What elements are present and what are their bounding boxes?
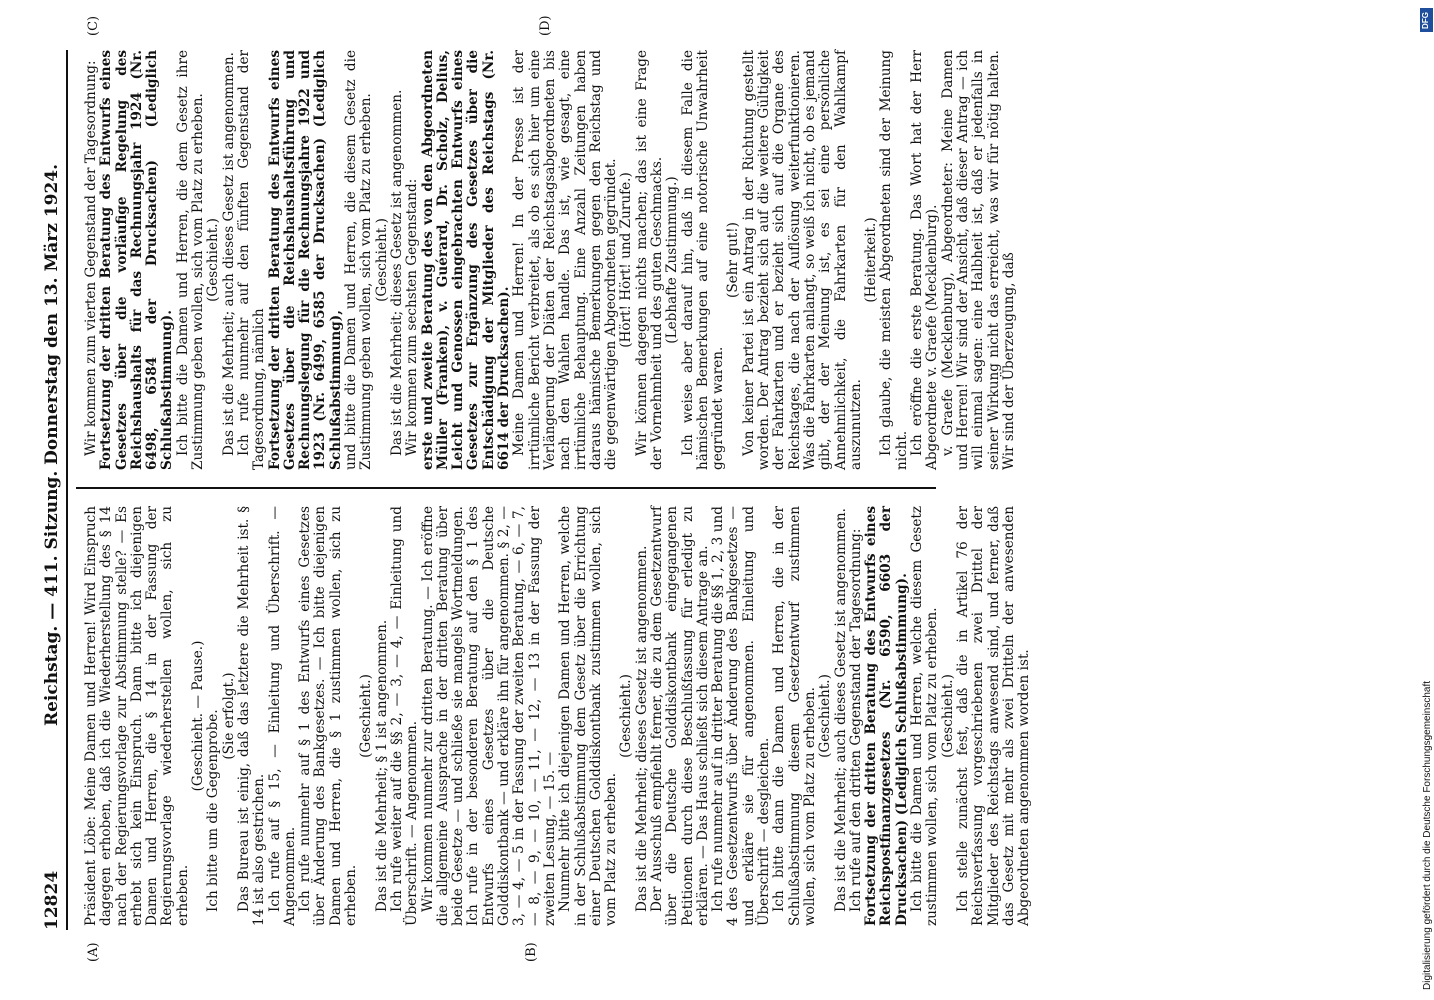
paragraph: Ich stelle zunächst fest, daß die in Artikel 76 der Reichsverfassung vorgeschriebenen zwei Drittel der Mitglieder des Reichstags anwesend sind, und ferner, daß das Gesetz mit mehr als zwei Dritteln der anwesenden Abgeordneten angenommen worden ist. xyxy=(954,506,1033,926)
dfg-logo-text: DFG xyxy=(1420,12,1430,29)
digitization-footer xyxy=(1422,0,1434,1000)
paragraph: Ich rufe auf § 15, — Einleitung und Überschrift. — Angenommen. xyxy=(266,506,298,926)
paragraph: (Sie erfolgt.) xyxy=(220,672,237,760)
paragraph: Präsident Löbe: Meine Damen und Herren! Wird Einspruch dagegen erhoben, daß ich die Wiederherstellung des § 14 nach der Regierungsvorlage zur Abstimmung stelle? — Es erhebt sich kein Einspruch. Dann bitte ich diejenigen Damen und Herren, die § 14 in der Fassung der Regierungsvorlage wiederherstellen wollen, sich zu erheben. xyxy=(83,506,191,926)
margin-mark-d: (D) xyxy=(538,15,553,36)
paragraph: (Lebhafte Zustimmung.) xyxy=(664,176,681,344)
paragraph: v. Graefe (Mecklenburg), Abgeordneter: Meine Damen und Herren! Wir sind der Ansicht, daß dieser Antrag — ich will einmal sagen: eine Halbheit ist, daß er jedenfalls in seiner Wirkung nicht das erreicht, was wir für nötig halten. Wir sind der Überzeugung, daß xyxy=(939,50,1017,470)
digitization-note: Digitalisierung gefördert durch die Deutsche Forschungsgemeinschaft xyxy=(1422,680,1433,990)
paragraph: Das ist die Mehrheit; auch dieses Gesetz ist angenommen. xyxy=(832,508,849,912)
paragraph: (Geschieht.) xyxy=(358,674,375,758)
paragraph: (Sehr gut!) xyxy=(725,222,742,298)
margin-mark-a: (A) xyxy=(86,942,101,962)
paragraph: Ich rufe nunmehr auf § 1 des Entwurfs eines Gesetzes über Änderung des Bankgesetzes. — Ich bitte diejenigen Damen und Herren, die § 1 zustimmen wollen, sich zu erheben. xyxy=(297,506,360,926)
paragraph: Nunmehr bitte ich diejenigen Damen und Herren, welche in der Schlußabstimmung dem Gesetz über die Errichtung einer Deutschen Golddiskontbank zustimmen wollen, sich vom Platz zu erheben. xyxy=(557,506,620,926)
running-title: Reichstag. — 411. Sitzung. Donnerstag den 13. März 1924. xyxy=(42,163,62,727)
agenda-item-heading: erste und zweite Beratung des von den Abgeordneten Müller (Franken), v. Guérard, Dr. Scholz, Delius, Leicht und Genossen eingebrachten Entwurfs eines Gesetzes zur Ergänzung des Gesetzes über die Entschädigung der Mitglieder des Reichstags (Nr. 6614 der Drucksachen). xyxy=(419,50,513,470)
paragraph: Der Ausschuß empfiehlt ferner, die zu dem Gesetzentwurf über die Deutsche Golddiskontbank eingegangenen Petitionen durch diese Beschlußfassung für erledigt zu erklären. — Das Haus schließt sich diesem Antrage an. xyxy=(648,506,711,926)
paragraph: (Geschieht.) xyxy=(373,218,390,302)
paragraph: Ich rufe auf den dritten Gegenstand der Tagesordnung: xyxy=(847,528,864,912)
column-divider xyxy=(76,487,936,489)
paragraph: Ich bitte dann die Damen und Herren, die in der Schlußabstimmung diesem Gesetzentwurf zustimmen wollen, sich vom Platz zu erheben. xyxy=(771,506,818,926)
paragraph: Meine Damen und Herren! In der Presse ist der irrtümliche Bericht verbreitet, als ob es sich hier um eine Verlängerung der Diäten der Reichstagsabgeordneten bis nach den Wahlen handle. Das ist, wie gesagt, eine irrtümliche Behauptung. Eine Anzahl Zeitungen haben daraus hämische Bemerkungen gegen den Reichstag und die gegenwärtigen Abgeordneten gegründet. xyxy=(511,50,620,470)
paragraph: Wir kommen zum sechsten Gegenstand: xyxy=(404,178,421,456)
paragraph: (Geschieht.) xyxy=(205,218,222,302)
paragraph: Ich weise aber darauf hin, daß in diesem Falle die hämischen Bemerkungen auf eine notorische Unwahrheit gegründet waren. xyxy=(679,50,727,470)
paragraph: Ich rufe nunmehr auf in dritter Beratung die §§ 1, 2, 3 und 4 des Gesetzentwurfs über Änderung des Bankgesetzes — und erkläre sie für angenommen. Einleitung und Überschrift — desgleichen. xyxy=(710,506,773,926)
agenda-item-heading: Fortsetzung der dritten Beratung des Entwurfs eines Reichspostfinanzgesetzes (Nr. 6590, 6603 der Drucksachen) (Lediglich Schlußabstimmung). xyxy=(863,506,910,926)
paragraph: (Geschieht.) xyxy=(939,674,956,758)
margin-mark-c: (C) xyxy=(86,15,101,36)
paragraph: Das ist die Mehrheit; dieses Gesetz ist angenommen. xyxy=(633,545,650,912)
paragraph: Von keiner Partei ist ein Antrag in der Richtung gestellt worden. Der Antrag bezieht sich auf die weitere Gültigkeit der Fahrkarten und er bezieht sich auf die Organe des Reichstages, die nach der Auflösung weiterfunktionieren. Was die Fahrkarten anlangt, so weiß ich nicht, ob es jemand gibt, der der Meinung ist, es sei eine persönliche Annehmlichkeit, die Fahrkarten für den Wahlkampf auszunutzen. xyxy=(740,50,864,470)
paragraph: Das Bureau ist einig, daß das letztere die Mehrheit ist. § 14 ist also gestrichen. xyxy=(235,506,268,926)
agenda-item-heading: Fortsetzung der dritten Beratung des Entwurfs eines Gesetzes über die vorläufige Regelung des Reichshaushalts für das Rechnungsjahr 1924 (Nr. 6498, 6584 der Drucksachen) (Lediglich Schlußabstimmung). xyxy=(98,50,176,470)
paragraph: Ich bitte die Damen und Herren, die dem Gesetz ihre Zustimmung geben wollen, sich vom Platz zu erheben. xyxy=(174,50,207,470)
left-column xyxy=(84,506,1032,926)
paragraph: (Geschieht.) xyxy=(618,674,635,758)
paragraph: (Geschieht. — Pause.) xyxy=(190,640,207,792)
paragraph: Das ist die Mehrheit; dieses Gesetz ist angenommen. xyxy=(388,89,405,456)
paragraph: (Hört! Hört! und Zurufe.) xyxy=(618,172,635,348)
paragraph: Ich rufe weiter auf die §§ 2, — 3, — 4, — Einleitung und Überschrift. — Angenommen. xyxy=(388,506,421,926)
paragraph: Ich eröffne die erste Beratung. Das Wort hat der Herr Abgeordnete v. Graefe (Mecklenburg). xyxy=(909,50,941,470)
paragraph: Das ist die Mehrheit; auch dieses Gesetz ist angenommen. xyxy=(220,52,237,456)
paragraph: und bitte die Damen und Herren, die diesem Gesetz die Zustimmung geben wollen, sich vom Platz zu erheben. xyxy=(343,50,375,470)
paragraph: Ich bitte um die Gegenprobe. xyxy=(205,709,222,912)
paragraph: Wir kommen zum vierten Gegenstand der Tagesordnung: xyxy=(83,60,99,456)
page-header xyxy=(42,50,68,930)
margin-mark-b: (B) xyxy=(524,942,539,962)
agenda-item-heading: Fortsetzung der dritten Beratung des Entwurfs eines Gesetzes über die Reichshaushaltsführung und Rechnungslegung für die Rechnungsjahre 1922 und 1923 (Nr. 6499, 6585 der Drucksachen) (Lediglich Schlußabstimmung), xyxy=(266,50,344,470)
paragraph: Ich glaube, die meisten Abgeordneten sind der Meinung nicht. xyxy=(878,50,910,470)
page-number: 12824 xyxy=(42,870,62,930)
paragraph: Das ist die Mehrheit; § 1 ist angenommen. xyxy=(373,619,390,912)
paragraph: Ich bitte die Damen und Herren, welche diesem Gesetz zustimmen wollen, sich vom Platz zu erheben. xyxy=(909,506,941,926)
right-column xyxy=(84,50,1017,470)
paragraph: (Heiterkeit.) xyxy=(863,217,880,303)
paragraph: (Geschieht.) xyxy=(817,674,834,758)
paragraph: Wir können dagegen nichts machen; das ist eine Frage der Vornehmheit und des guten Geschmacks. xyxy=(633,50,665,470)
paragraph: Wir kommen nunmehr zur dritten Beratung. — Ich eröffne die allgemeine Aussprache in der dritten Beratung über beide Gesetze — und schließe sie mangels Wortmeldungen. Ich rufe in der besonderen Beratung auf den § 1 des Entwurfs eines Gesetzes über die Deutsche Golddiskontbank — und erkläre ihn für angenommen. § 2, — 3, — 4, — 5 in der Fassung der zweiten Beratung, — 6, — 7, — 8, — 9, — 10, — 11, — 12, — 13 in der Fassung der zweiten Lesung, — 15. — xyxy=(419,506,558,926)
paragraph: Ich rufe nunmehr auf den fünften Gegenstand der Tagesordnung, nämlich xyxy=(235,50,268,470)
